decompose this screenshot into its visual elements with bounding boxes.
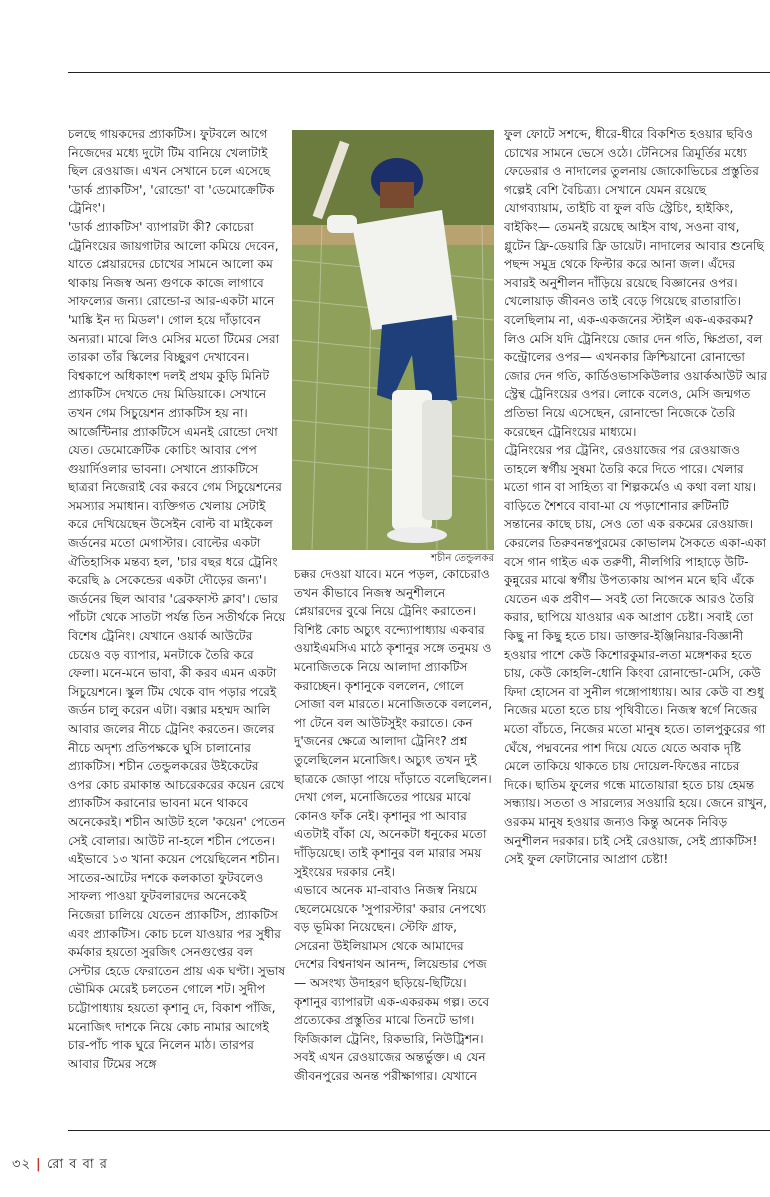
page-number: ৩২ [12, 1157, 31, 1172]
column-1-text: চলছে গায়কদের প্র্যাকটিস। ফুটবলে আগে নিজেদের মধ্যে দুটো টিম বানিয়ে খেলাটাই ছিল রেওয়াজ। এখন সেখানে চলে এসেছে 'ডার্ক প্র্যাকটিস', 'রোন্ডো' বা 'ডেমোক্রেটিক ট্রেনিং'। 'ডার্ক প্র্যাকটিস' ব্যাপারটা কী? কোচেরা ট্রেনিংয়ের জায়গাটার আলো কমিয়ে দেবেন, যাতে প্লেয়ারদের চোখের সামনে আলো কম থাকায় নিজস্ব অন্য গুণকে কাজে লাগাবে সাফল্যের জন্য। রোন্ডো-র আর-একটা মানে 'মাঙ্কি ইন দ্য মিডল'। গোল হয়ে দাঁড়াবেন অন্যরা। মাঝে লিও মেসির মতো টিমের সেরা তারকা তাঁর স্কিলের বিচ্ছুরণ দেখাবেন। বিশ্বকাপে অধিকাংশ দলই প্রথম কুড়ি মিনিট প্র্যাকটিস দেখতে দেয় মিডিয়াকে। সেখানে তখন গেম সিচুয়েশন প্র্যাকটিস হয় না। আর্জেন্টিনার প্র্যাকটিসে এমনই রোন্ডো দেখা যেত। ডেমোক্রেটিক কোচিং আবার পেপ গুয়ার্দিওলার ভাবনা। সেখানে প্র্যাকটিসে ছাত্ররা নিজেরাই বের করবে গেম সিচুয়েশনের সমস্যার সমাধান। ব্যক্তিগত খেলায় সেটাই করে দেখিয়েছেন উসেইন বোল্ট বা মাইকেল জর্ডনের মতো মেগাস্টার। বোল্টের একটা ঐতিহাসিক মন্তব্য হল, 'চার বছর ধরে ট্রেনিং করেছি ৯ সেকেন্ডের একটা দৌড়ের জন্য'। জর্ডনের ছিল আবার 'ব্রেকফাস্ট ক্লাব'। ভোর পাঁচটা থেকে সাতটা পর্যন্ত তিন সতীর্থকে নিয়ে বিশেষ ট্রেনিং। যেখানে ওয়ার্ক আউটের চেয়েও বড় ব্যাপার, মনটাকে তৈরি করে ফেলা। মনে-মনে ভাবা, কী করব এমন একটা সিচুয়েশনে। স্কুল টিম থেকে বাদ পড়ার পরেই জর্ডন চালু করেন এটা। বক্সার মহম্মদ আলি আবার জলের নীচে ট্রেনিং করতেন। জলের নীচে অদৃশ্য প্রতিপক্ষকে ঘুসি চালানোর প্র্যাকটিস। শচীন তেন্ডুলকরের উইকেটের ওপর কোচ রমাকান্ত আচরেকরের কয়েন রেখে প্র্যাকটিস করানোর ভাবনা মনে থাকবে অনেকেরই। শচীন আউট হলে 'কয়েন' পেতেন সেই বোলার। আউট না-হলে শচীন পেতেন। এইভাবে ১৩ খানা কয়েন পেয়েছিলেন শচীন। সাতের-আটের দশকে কলকাতা ফুটবলেও সাফল্য পাওয়া ফুটবলারদের অনেকেই নিজেরা চালিয়ে যেতেন প্র্যাকটিস, প্র্যাকটিস এবং প্র্যাকটিস। কোচ চলে যাওয়ার পর সুধীর কর্মকার হয়তো সুরজিৎ সেনগুপ্তের বল সেন্টার হেডে ফেরাতেন প্রায় এক ঘণ্টা। সুভাষ ভৌমিক মেরেই চলতেন গোলে শট। সুদীপ চট্টোপাধ্যায় হয়তো কৃশানু দে, বিকাশ পাঁজি, মনোজিৎ দাশকে নিয়ে কোচ নামার আগেই চার-পাঁচ পাক ঘুরে নিলেন মাঠ। তারপর আবার টিমের সঙ্গে [68, 127, 286, 1071]
batsman-illustration [292, 130, 494, 550]
magazine-name: রো ব বা র [46, 1157, 108, 1172]
article-column-1 [68, 125, 286, 1125]
column-2-text: চক্কর দেওয়া যাবে। মনে পড়ল, কোচেরাও তখন কীভাবে নিজস্ব অনুশীলনে প্লেয়ারদের বুঝে নিয়ে ট্রেনিং করাতেন। বিশিষ্ট কোচ অচ্যুৎ বন্দ্যোপাধ্যায় একবার ওয়াইএমসিএ মাঠে কৃশানুর সঙ্গে তনুময় ও মনোজিতকে নিয়ে আলাদা প্র্যাকটিস করাচ্ছেন। কৃশানুকে বললেন, গোলে সোজা বল মারতে। মনোজিতকে বললেন, পা টেনে বল আউটসুইং করাতে। কেন দু'জনের ক্ষেত্রে আলাদা ট্রেনিং? প্রশ্ন তুলেছিলেন মনোজিৎ। অচ্যুৎ তখন দুই ছাত্রকে জোড়া পায়ে দাঁড়াতে বলেছিলেন। দেখা গেল, মনোজিতের পায়ের মাঝে কোনও ফাঁক নেই। কৃশানুর পা আবার এতটাই বাঁকা যে, অনেকটা ধনুকের মতো দাঁড়িয়েছে। তাই কৃশানুর বল মারার সময় সুইংয়ের দরকার নেই। এভাবে অনেক মা-বাবাও নিজস্ব নিয়মে ছেলেমেয়েকে 'সুপারস্টার' করার নেপথ্যে বড় ভূমিকা নিয়েছেন। স্টেফি গ্রাফ, সেরেনা উইলিয়ামস থেকে আমাদের দেশের বিশ্বনাথন আনন্দ, লিয়েন্ডার পেজ— অসংখ্য উদাহরণ ছড়িয়ে-ছিটিয়ে। কৃশানুর ব্যাপারটা এক-একরকম গল্প। তবে প্রত্যেকের প্রস্তুতির মাঝে তিনটে ভাগ। ফিজিকাল ট্রেনিং, রিকভারি, নিউট্রিশন। সবই এখন রেওয়াজের অন্তর্ভুক্ত। এ যেন জীবনপুরের অনন্ত পরীক্ষাগার। যেখানে [294, 567, 493, 1084]
top-rule [68, 72, 770, 73]
article-column-3 [504, 125, 768, 1125]
article-column-2 [294, 565, 494, 1125]
bottom-rule [68, 1130, 770, 1131]
cricket-photo [292, 130, 494, 550]
column-3-text: ফুল ফোটে সশব্দে, ধীরে-ধীরে বিকশিত হওয়ার ছবিও চোখের সামনে ভেসে ওঠে। টেনিসের ত্রিমূর্তির মধ্যে ফেডেরার ও নাদালের তুলনায় জোকোভিচের প্রস্তুতির গল্পেই বেশি বৈচিত্র্য। সেখানে যেমন রয়েছে যোগব্যায়াম, তাইচি বা ফুল বডি স্ট্রেচিং, হাইকিং, বাইকিং— তেমনই রয়েছে আইস বাথ, সওনা বাথ, গ্লুটেন ফ্রি-ডেয়ারি ফ্রি ডায়েট। নাদালের আবার শুনেছি পছন্দ সমুদ্র থেকে ফিল্টার করে আনা জল। এঁদের সবারই অনুশীলন দাঁড়িয়ে রয়েছে বিজ্ঞানের ওপর। খেলোয়াড় জীবনও তাই বেড়ে গিয়েছে রাতারাতি। বলেছিলাম না, এক-একজনের স্টাইল এক-একরকম? লিও মেসি যদি ট্রেনিংয়ে জোর দেন গতি, ক্ষিপ্রতা, বল কন্ট্রোলের ওপর— এখনকার ক্রিশ্চিয়ানো রোনাল্ডো জোর দেন গতি, কার্ডিওভাসকিউলার ওয়ার্কআউট আর স্ট্রেন্থ ট্রেনিংয়ের ওপর। লোকে বলেও, মেসি জন্মগত প্রতিভা নিয়ে এসেছেন, রোনাল্ডো নিজেকে তৈরি করেছেন ট্রেনিংয়ের মাধ্যমে। ট্রেনিংয়ের পর ট্রেনিং, রেওয়াজের পর রেওয়াজও তাহলে স্বর্গীয় সুষমা তৈরি করে দিতে পারে। খেলার মতো গান বা সাহিত্য বা শিল্পকর্মেও এ কথা বলা যায়। বাড়িতে শৈশবে বাবা-মা যে পড়াশোনার রুটিনটি সন্তানের কাছে চায়, সেও তো এক রকমের রেওয়াজ। কেরলের তিরুবনন্তপুরমের কোভালম সৈকতে একা-একা বসে গান গাইত এক তরুণী, নীলগিরি পাহাড়ে উটি-কুন্নুরের মাঝে স্বর্গীয় উপত্যকায় আপন মনে ছবি এঁকে যেতেন এক প্রবীণ— সবই তো নিজেকে আরও তৈরি করার, ছাপিয়ে যাওয়ার এক আপ্রাণ চেষ্টা। সবাই তো কিছু না কিছু হতে চায়। ডাক্তার-ইঞ্জিনিয়ার-বিজ্ঞানী হওয়ার পাশে কেউ কিশোরকুমার-লতা মঙ্গেশকর হতে চায়, কেউ কোহলি-ধোনি কিংবা রোনাল্ডো-মেসি, কেউ ফিদা হোসেন বা সুনীল গঙ্গোপাধ্যায়। আর কেউ বা শুধু নিজের মতো হতে চায় পৃথিবীতে। নিজস্ব স্বর্গে নিজের মতো বাঁচতে, নিজের মতো মানুষ হতে। তালপুকুরের গা ঘেঁষে, পদ্মবনের পাশ দিয়ে যেতে যেতে অবাক দৃষ্টি মেলে তাকিয়ে থাকতে চায় দোয়েল-ফিঙের নাচের দিকে। ছাতিম ফুলের গন্ধে মাতোয়ারা হতে চায় হেমন্ত সন্ধ্যায়। সততা ও সারল্যের সওয়ারি হয়ে। জেনে রাখুন, ওরকম মানুষ হওয়ার জন্যও কিন্তু অনেক নিবিড় অনুশীলন দরকার। চাই সেই রেওয়াজ, সেই প্র্যাকটিস! সেই ফুল ফোটানোর আপ্রাণ চেষ্টা! [504, 127, 768, 867]
footer-separator: | [36, 1157, 42, 1172]
page-footer [12, 1155, 108, 1176]
photo-caption: শচীন তেন্ডুলকর [431, 553, 494, 564]
